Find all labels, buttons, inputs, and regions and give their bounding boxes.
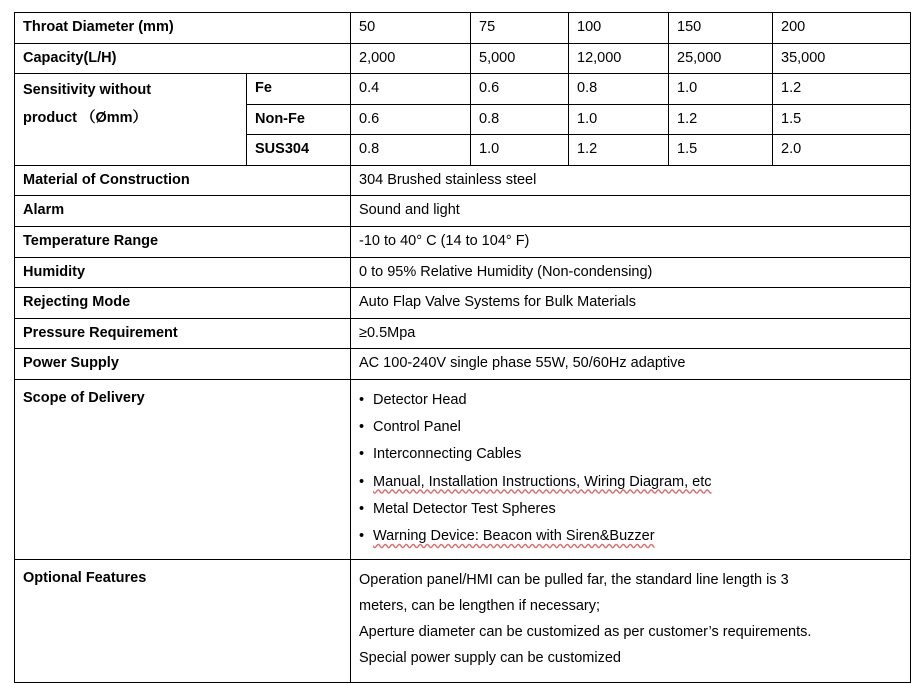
table-row bbox=[15, 349, 911, 380]
list-item bbox=[359, 523, 902, 550]
row-label-material-of-construction: Material of Construction bbox=[15, 165, 351, 196]
sensitivity-sus304-value-4: 1.5 bbox=[669, 135, 773, 166]
row-label-scope-of-delivery: Scope of Delivery bbox=[15, 379, 351, 559]
sensitivity-fe-value-4: 1.0 bbox=[669, 74, 773, 105]
table-row bbox=[15, 318, 911, 349]
scope-item-4: Manual, Installation Instructions, Wiring Diagram, etc bbox=[373, 473, 712, 490]
row-label-throat-diameter: Throat Diameter (mm) bbox=[15, 13, 351, 44]
sensitivity-nonfe-value-3: 1.0 bbox=[569, 104, 669, 135]
row-value-optional-features bbox=[351, 559, 911, 682]
optional-line-2: meters, can be lengthen if necessary; bbox=[359, 597, 601, 614]
sensitivity-label-line2: product （Ømm） bbox=[23, 109, 148, 126]
throat-diameter-value-5: 200 bbox=[773, 13, 911, 44]
spec-sheet bbox=[0, 12, 924, 670]
row-label-temperature-range: Temperature Range bbox=[15, 226, 351, 257]
list-item bbox=[359, 414, 902, 441]
throat-diameter-value-1: 50 bbox=[351, 13, 471, 44]
scope-item-2: Control Panel bbox=[373, 419, 461, 436]
bullet-icon: • bbox=[359, 446, 365, 463]
row-value-humidity: 0 to 95% Relative Humidity (Non-condensing) bbox=[351, 257, 911, 288]
table-row bbox=[15, 257, 911, 288]
bullet-icon: • bbox=[359, 528, 365, 545]
row-label-rejecting-mode: Rejecting Mode bbox=[15, 288, 351, 319]
sensitivity-nonfe-value-5: 1.5 bbox=[773, 104, 911, 135]
row-value-alarm: Sound and light bbox=[351, 196, 911, 227]
table-row bbox=[15, 559, 911, 682]
sensitivity-nonfe-value-1: 0.6 bbox=[351, 104, 471, 135]
scope-item-6: Warning Device: Beacon with Siren&Buzzer bbox=[373, 528, 655, 545]
row-label-capacity: Capacity(L/H) bbox=[15, 43, 351, 74]
row-value-temperature-range: -10 to 40° C (14 to 104° F) bbox=[351, 226, 911, 257]
capacity-value-5: 35,000 bbox=[773, 43, 911, 74]
row-label-alarm: Alarm bbox=[15, 196, 351, 227]
specification-table bbox=[14, 12, 911, 683]
capacity-value-1: 2,000 bbox=[351, 43, 471, 74]
list-item bbox=[359, 387, 902, 414]
sensitivity-sus304-value-3: 1.2 bbox=[569, 135, 669, 166]
optional-line-3: Aperture diameter can be customized as per customer’s requirements. bbox=[359, 623, 812, 640]
capacity-value-3: 12,000 bbox=[569, 43, 669, 74]
throat-diameter-value-2: 75 bbox=[471, 13, 569, 44]
capacity-value-4: 25,000 bbox=[669, 43, 773, 74]
row-value-pressure-requirement: ≥0.5Mpa bbox=[351, 318, 911, 349]
table-row bbox=[15, 196, 911, 227]
sensitivity-fe-value-3: 0.8 bbox=[569, 74, 669, 105]
sensitivity-fe-value-1: 0.4 bbox=[351, 74, 471, 105]
table-row bbox=[15, 379, 911, 559]
sensitivity-nonfe-value-4: 1.2 bbox=[669, 104, 773, 135]
row-value-rejecting-mode: Auto Flap Valve Systems for Bulk Materials bbox=[351, 288, 911, 319]
row-label-sensitivity bbox=[15, 74, 247, 166]
sensitivity-fe-value-5: 1.2 bbox=[773, 74, 911, 105]
sensitivity-sus304-value-5: 2.0 bbox=[773, 135, 911, 166]
sensitivity-material-fe: Fe bbox=[247, 74, 351, 105]
sensitivity-material-sus304: SUS304 bbox=[247, 135, 351, 166]
throat-diameter-value-4: 150 bbox=[669, 13, 773, 44]
table-row bbox=[15, 288, 911, 319]
scope-item-1: Detector Head bbox=[373, 391, 467, 408]
row-value-scope-of-delivery bbox=[351, 379, 911, 559]
row-label-optional-features: Optional Features bbox=[15, 559, 351, 682]
table-row bbox=[15, 165, 911, 196]
row-label-humidity: Humidity bbox=[15, 257, 351, 288]
list-item bbox=[359, 496, 902, 523]
scope-item-5: Metal Detector Test Spheres bbox=[373, 500, 556, 517]
capacity-value-2: 5,000 bbox=[471, 43, 569, 74]
list-item bbox=[359, 441, 902, 468]
row-label-power-supply: Power Supply bbox=[15, 349, 351, 380]
optional-line-1: Operation panel/HMI can be pulled far, the standard line length is 3 bbox=[359, 571, 789, 588]
bullet-icon: • bbox=[359, 500, 365, 517]
table-row bbox=[15, 74, 911, 105]
bullet-icon: • bbox=[359, 473, 365, 490]
sensitivity-fe-value-2: 0.6 bbox=[471, 74, 569, 105]
sensitivity-sus304-value-2: 1.0 bbox=[471, 135, 569, 166]
row-value-material-of-construction: 304 Brushed stainless steel bbox=[351, 165, 911, 196]
bullet-icon: • bbox=[359, 419, 365, 436]
table-row bbox=[15, 13, 911, 44]
scope-item-3: Interconnecting Cables bbox=[373, 446, 522, 463]
list-item bbox=[359, 469, 902, 496]
scope-of-delivery-list bbox=[359, 387, 902, 551]
bullet-icon: • bbox=[359, 391, 365, 408]
sensitivity-material-non-fe: Non-Fe bbox=[247, 104, 351, 135]
sensitivity-nonfe-value-2: 0.8 bbox=[471, 104, 569, 135]
throat-diameter-value-3: 100 bbox=[569, 13, 669, 44]
table-row bbox=[15, 43, 911, 74]
table-row bbox=[15, 226, 911, 257]
sensitivity-sus304-value-1: 0.8 bbox=[351, 135, 471, 166]
optional-line-4: Special power supply can be customized bbox=[359, 649, 621, 666]
row-label-pressure-requirement: Pressure Requirement bbox=[15, 318, 351, 349]
sensitivity-label-line1: Sensitivity without bbox=[23, 82, 152, 99]
row-value-power-supply: AC 100-240V single phase 55W, 50/60Hz adaptive bbox=[351, 349, 911, 380]
